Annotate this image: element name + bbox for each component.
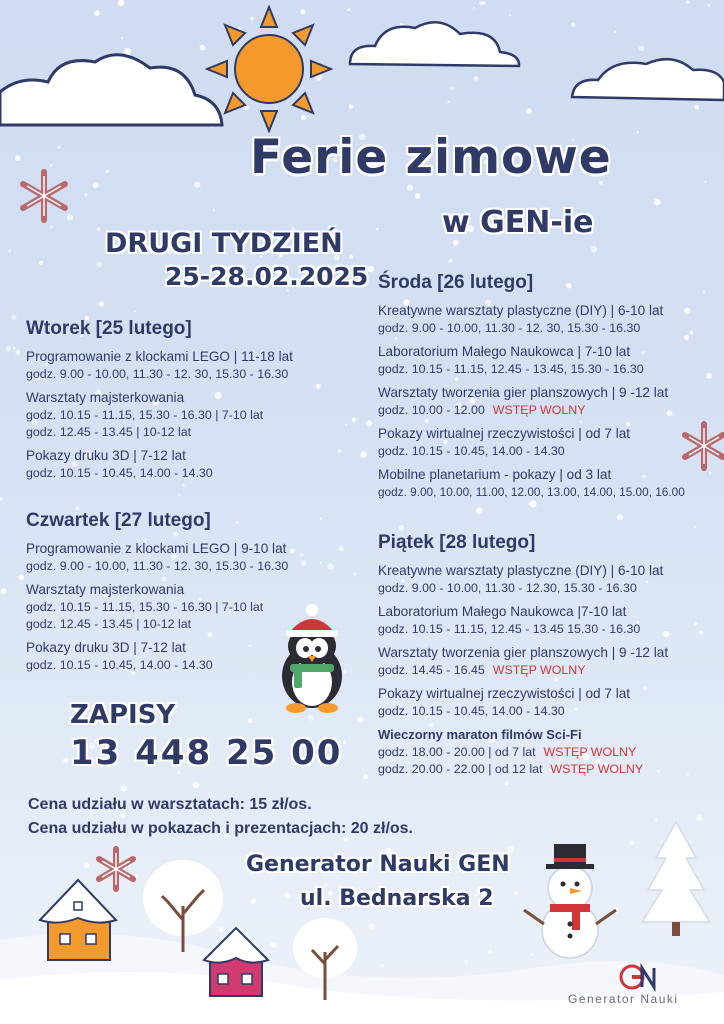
snow-dot [571, 23, 575, 27]
activity-name: Mobilne planetarium - pokazy | od 3 lat [378, 467, 612, 482]
snow-dot [349, 104, 353, 108]
snow-dot [93, 182, 99, 188]
activity-item [378, 644, 718, 679]
snow-dot [617, 514, 623, 520]
snow-dot [450, 86, 454, 90]
activity-time [378, 402, 718, 419]
snow-dot [63, 758, 69, 764]
house-orange-illustration [38, 872, 118, 968]
activity-time-text: godz. 10.00 - 12.00 [378, 403, 485, 417]
snow-dot [526, 108, 532, 114]
activity-time: godz. 9.00, 10.00, 11.00, 12.00, 13.00, 14.00, 15.00, 16.00 [378, 485, 685, 499]
snowman-illustration [520, 840, 620, 964]
price-workshops: Cena udziału w warsztatach: 15 zł/os. [28, 796, 312, 813]
snow-dot [636, 131, 639, 134]
snow-dot [0, 497, 2, 501]
snow-dot [83, 862, 89, 868]
activity-item [378, 425, 718, 460]
activity-name: Warsztaty tworzenia gier planszowych | 9 -12 lat [378, 385, 669, 400]
activity-time: godz. 10.15 - 10.45, 14.00 - 14.30 [26, 466, 213, 480]
snow-dot [704, 181, 707, 184]
snow-dot [193, 782, 199, 788]
snow-dot [363, 774, 368, 779]
signup-phone[interactable]: 13 448 25 00 [70, 733, 343, 773]
activity-name: Kreatywne warsztaty plastyczne (DIY) | 6-10 lat [378, 303, 664, 318]
activity-name: Programowanie z klockami LEGO | 11-18 lat [26, 349, 293, 364]
day-title: Czwartek [27 lutego] [26, 510, 211, 531]
snow-dot [447, 101, 449, 103]
snow-dot [695, 105, 700, 110]
snow-dot [376, 228, 379, 231]
activity-time: godz. 9.00 - 10.00, 11.30 - 12. 30, 15.30 - 16.30 [26, 367, 289, 381]
activity-item [26, 540, 366, 575]
snow-dot [357, 717, 363, 723]
activity-time [378, 744, 718, 761]
snow-dot [19, 575, 25, 581]
gen-logo-text: Generator Nauki [568, 992, 679, 1006]
snow-dot [118, 0, 124, 6]
activity-time: godz. 12.45 - 13.45 | 10-12 lat [26, 425, 192, 439]
venue-address: ul. Bednarska 2 [300, 886, 494, 911]
snow-dot [13, 347, 16, 350]
activity-item [378, 685, 718, 720]
activity-time: godz. 9.00 - 10.00, 11.30 - 12.30, 15.30 - 16.30 [378, 581, 637, 595]
snow-dot [58, 146, 61, 149]
snow-dot [694, 526, 696, 528]
activity-name: Warsztaty majsterkowania [26, 582, 185, 597]
snow-dot [453, 240, 459, 246]
snow-dot [121, 786, 127, 792]
snow-dot [398, 525, 404, 531]
day-title: Środa [26 lutego] [378, 272, 534, 293]
activity-time [378, 662, 718, 679]
activity-name: Laboratorium Małego Naukowca | 7-10 lat [378, 344, 631, 359]
activity-time: godz. 10.15 - 11.15, 12.45 - 13.45, 15.30 - 16.30 [378, 362, 644, 376]
free-entry-badge: WSTĘP WOLNY [492, 663, 586, 677]
activity-item [378, 726, 718, 778]
snow-dot [194, 182, 200, 188]
snow-dot [654, 199, 661, 206]
signup-label: ZAPISY [70, 700, 176, 730]
snow-dot [96, 227, 100, 231]
activity-name: Warsztaty tworzenia gier planszowych | 9 -12 lat [378, 645, 669, 660]
day-title: Wtorek [25 lutego] [26, 318, 192, 339]
activity-name: Wieczorny maraton filmów Sci-Fi [378, 727, 582, 742]
activity-item [378, 384, 718, 419]
activity-name: Pokazy druku 3D | 7-12 lat [26, 448, 186, 463]
free-entry-badge: WSTĘP WOLNY [492, 403, 586, 417]
activity-time-text: godz. 14.45 - 16.45 [378, 663, 485, 677]
day-friday [378, 532, 718, 784]
activity-item [378, 562, 718, 597]
snow-dot [476, 507, 483, 514]
gen-logo-icon [618, 962, 658, 992]
snow-dot [415, 193, 421, 199]
activity-name: Warsztaty majsterkowania [26, 390, 185, 405]
snow-dot [94, 10, 100, 16]
activity-name: Pokazy wirtualnej rzeczywistości | od 7 lat [378, 426, 631, 441]
house-pink-illustration [202, 924, 270, 1000]
activity-time: godz. 10.15 - 11.15, 15.30 - 16.30 | 7-10 lat [26, 600, 264, 614]
snow-dot [178, 493, 180, 495]
cloud-right-icon [568, 52, 724, 104]
snow-dot [366, 420, 372, 426]
activity-name: Laboratorium Małego Naukowca |7-10 lat [378, 604, 627, 619]
snow-dot [8, 250, 11, 253]
snow-dot [11, 315, 16, 320]
week-dates: 25-28.02.2025 [165, 262, 369, 291]
activity-item [26, 447, 366, 482]
tree-small-illustration [290, 912, 360, 1002]
activity-time: godz. 10.15 - 11.15, 15.30 - 16.30 | 7-10 lat [26, 408, 264, 422]
activity-time: godz. 9.00 - 10.00, 11.30 - 12. 30, 15.30 - 16.30 [26, 559, 289, 573]
snow-dot [708, 4, 710, 6]
snow-dot [343, 741, 346, 744]
snow-dot [106, 170, 109, 173]
snow-dot [614, 31, 616, 33]
snow-dot [348, 8, 351, 11]
activity-name: Pokazy wirtualnej rzeczywistości | od 7 lat [378, 686, 631, 701]
snow-dot [39, 261, 44, 266]
week-label: DRUGI TYDZIEŃ [105, 228, 343, 259]
snow-dot [349, 255, 353, 259]
price-shows: Cena udziału w pokazach i prezentacjach: 20 zł/os. [28, 820, 413, 837]
sun-icon [205, 5, 333, 133]
poster-subtitle: w GEN-ie [442, 205, 594, 240]
snow-dot [134, 310, 136, 312]
penguin-illustration [272, 602, 352, 714]
activity-time: godz. 10.15 - 10.45, 14.00 - 14.30 [378, 444, 565, 458]
activity-name: Programowanie z klockami LEGO | 9-10 lat [26, 541, 287, 556]
poster-title: Ferie zimowe [250, 130, 612, 185]
snow-dot [99, 301, 104, 306]
day-title: Piątek [28 lutego] [378, 532, 536, 553]
activity-name: Kreatywne warsztaty plastyczne (DIY) | 6-10 lat [378, 563, 664, 578]
day-tuesday [26, 318, 366, 488]
activity-time: godz. 9.00 - 10.00, 11.30 - 12. 30, 15.30 - 16.30 [378, 321, 641, 335]
activity-item [378, 343, 718, 378]
activity-time: godz. 10.15 - 11.15, 12.45 - 13.45 15.30 - 16.30 [378, 622, 641, 636]
snowflake-left-icon [16, 168, 72, 224]
activity-time-text: godz. 20.00 - 22.00 | od 12 lat [378, 762, 543, 776]
snow-dot [50, 164, 52, 166]
snow-dot [368, 266, 375, 273]
activity-time-text: godz. 18.00 - 20.00 | od 7 lat [378, 745, 536, 759]
cloud-center-icon [345, 14, 525, 72]
activity-item [26, 389, 366, 441]
free-entry-badge: WSTĘP WOLNY [543, 745, 637, 759]
activity-time: godz. 10.15 - 10.45, 14.00 - 14.30 [378, 704, 565, 718]
snow-dot [97, 262, 103, 268]
activity-time [378, 761, 718, 778]
snow-dot [630, 841, 634, 845]
snow-dot [474, 76, 479, 81]
snow-dot [639, 46, 644, 51]
snow-dot [6, 346, 12, 352]
free-entry-badge: WSTĘP WOLNY [550, 762, 644, 776]
snow-dot [473, 7, 475, 9]
snow-dot [248, 718, 253, 723]
activity-time: godz. 12.45 - 13.45 | 10-12 lat [26, 617, 192, 631]
snow-dot [448, 258, 452, 262]
snow-dot [590, 246, 597, 253]
snow-dot [15, 155, 21, 161]
tree-snowy-illustration [640, 818, 712, 938]
snow-dot [407, 184, 413, 190]
snow-dot [213, 209, 215, 211]
activity-name: Pokazy druku 3D | 7-12 lat [26, 640, 186, 655]
cloud-left-icon [0, 40, 230, 135]
snow-dot [84, 193, 88, 197]
venue-name: Generator Nauki GEN [246, 852, 510, 877]
snow-dot [479, 1, 483, 5]
snow-dot [1, 588, 7, 594]
activity-item [378, 466, 718, 501]
activity-item [378, 302, 718, 337]
activity-time: godz. 10.15 - 10.45, 14.00 - 14.30 [26, 658, 213, 672]
snow-dot [308, 715, 314, 721]
activity-item [26, 348, 366, 383]
snow-dot [50, 226, 53, 229]
snow-dot [15, 350, 20, 355]
day-wednesday [378, 272, 718, 507]
activity-item [378, 603, 718, 638]
snow-dot [686, 0, 690, 4]
